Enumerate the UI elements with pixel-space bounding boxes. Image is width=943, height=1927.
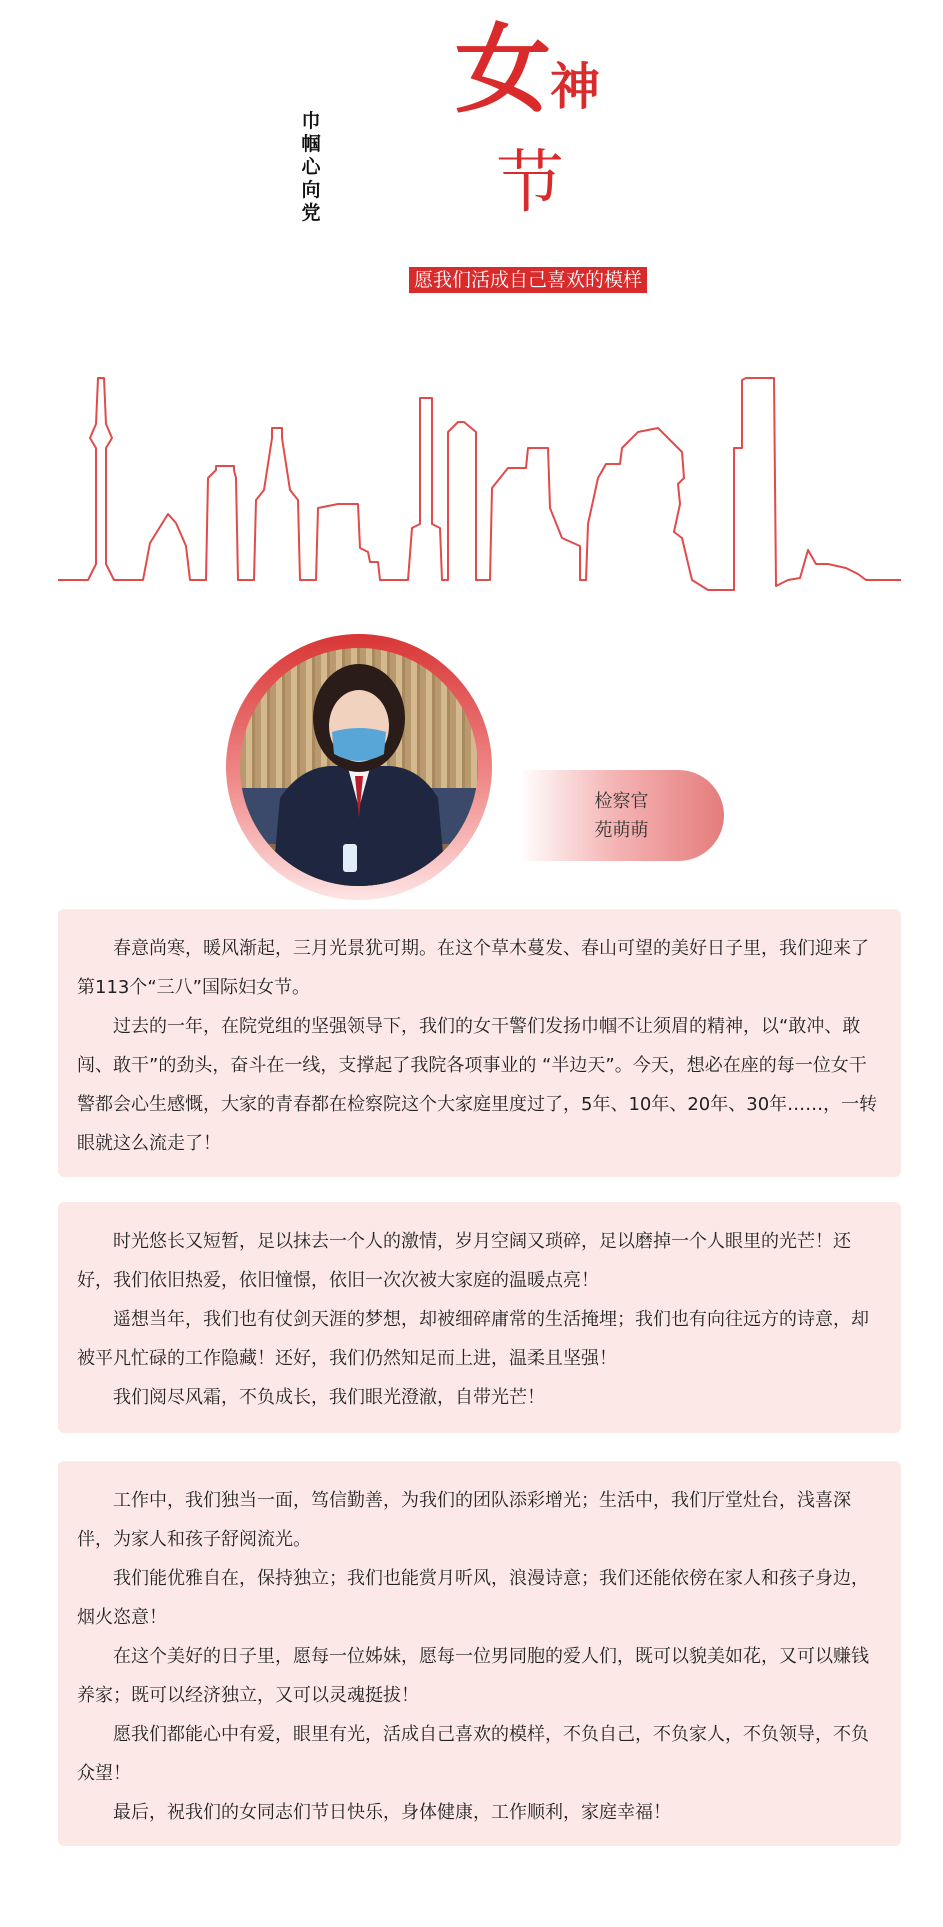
title-char-nv: 女: [455, 14, 551, 126]
paragraph: 工作中，我们独当一面，笃信勤善，为我们的团队添彩增光；生活中，我们厅堂灶台，浅喜深伴，为家人和孩子舒阅流光。: [77, 1490, 851, 1550]
paragraph: 我们阅尽风霜，不负成长，我们眼光澄澈，自带光芒！: [113, 1387, 545, 1408]
paragraph: 春意尚寒，暖风渐起，三月光景犹可期。在这个草木蔓发、春山可望的美好日子里，我们迎来了第113个“三八”国际妇女节。: [77, 938, 869, 998]
text-block-3: [58, 1461, 901, 1846]
name-plate: [519, 770, 724, 861]
profile-name: 苑萌萌: [594, 820, 649, 841]
paragraph: 我们能优雅自在，保持独立；我们也能赏月听风，浪漫诗意；我们还能依傍在家人和孩子身边，烟火恣意！: [77, 1568, 869, 1628]
paragraph: 过去的一年，在院党组的坚强领导下，我们的女干警们发扬巾帼不让须眉的精神，以“敢冲、敢闯、敢干”的劲头，奋斗在一线，支撑起了我院各项事业的 “半边天”。今天，想必在座的每一位女干警都会心生感慨，大家的青春都在检察院这个大家庭里度过了，5年、10年、20年、30年……，一转眼就这么流走了！: [77, 1016, 878, 1154]
vertical-slogan: 巾帼心向党: [301, 110, 321, 224]
paragraph: 在这个美好的日子里，愿每一位姊妹，愿每一位男同胞的爱人们，既可以貌美如花，又可以赚钱养家；既可以经济独立，又可以灵魂挺拔！: [77, 1646, 869, 1706]
text-block-1: [58, 909, 901, 1177]
prosecutor-portrait-photo: [240, 648, 478, 886]
city-skyline-illustration: [58, 328, 901, 598]
text-block-2: [58, 1202, 901, 1433]
portrait-figure-icon: [240, 648, 478, 886]
title-char-shen: 神: [550, 58, 600, 116]
slogan-banner: 愿我们活成自己喜欢的模样: [409, 267, 647, 293]
paragraph: 时光悠长又短暂，足以抹去一个人的激情，岁月空阔又琐碎，足以磨掉一个人眼里的光芒！还好，我们依旧热爱，依旧憧憬，依旧一次次被大家庭的温暖点亮！: [77, 1231, 851, 1291]
profile-title: 检察官: [594, 791, 649, 812]
paragraph: 遥想当年，我们也有仗剑天涯的梦想，却被细碎庸常的生活掩埋；我们也有向往远方的诗意，却被平凡忙碌的工作隐藏！还好，我们仍然知足而上进，温柔且坚强！: [77, 1309, 869, 1369]
title-char-jie: 节: [496, 144, 565, 223]
paragraph: 最后，祝我们的女同志们节日快乐，身体健康，工作顺利，家庭幸福！: [113, 1802, 671, 1823]
paragraph: 愿我们都能心中有爱，眼里有光，活成自己喜欢的模样，不负自己，不负家人，不负领导，不负众望！: [77, 1724, 869, 1784]
